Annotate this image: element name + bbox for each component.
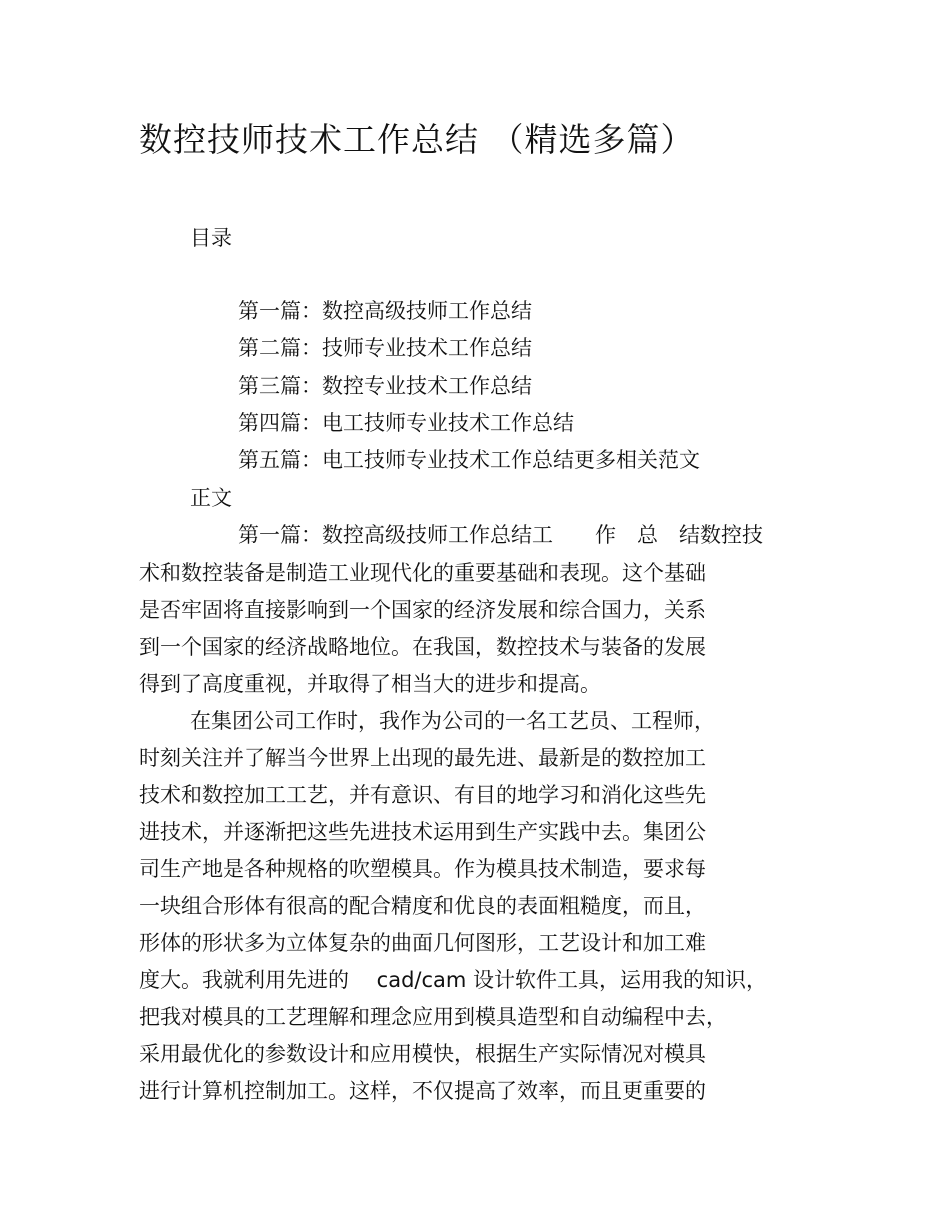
toc-item: 第三篇：数控专业技术工作总结 (238, 374, 532, 398)
paragraph-line: 度大。我就利用先进的 cad/cam 设计软件工具，运用我的知识， (139, 968, 768, 992)
paragraph-line: 技术和数控加工工艺，并有意识、有目的地学习和消化这些先 (139, 783, 706, 807)
paragraph-line: 进行计算机控制加工。这样，不仅提高了效率，而且更重要的 (139, 1079, 706, 1103)
paragraph-line: 到一个国家的经济战略地位。在我国，数控技术与装备的发展 (139, 635, 706, 659)
toc-item: 第二篇：技师专业技术工作总结 (238, 336, 532, 360)
toc-heading: 目录 (190, 226, 232, 250)
body-heading: 正文 (190, 486, 232, 510)
paragraph-line: 是否牢固将直接影响到一个国家的经济发展和综合国力，关系 (139, 598, 706, 622)
paragraph-line: 时刻关注并了解当今世界上出现的最先进、最新是的数控加工 (139, 746, 706, 770)
document-title: 数控技师技术工作总结 （精选多篇） (139, 120, 695, 159)
paragraph-line: 术和数控装备是制造工业现代化的重要基础和表现。这个基础 (139, 561, 706, 585)
toc-item: 第四篇：电工技师专业技术工作总结 (238, 411, 574, 435)
paragraph-line: 形体的形状多为立体复杂的曲面几何图形，工艺设计和加工难 (139, 931, 706, 955)
paragraph-line: 把我对模具的工艺理解和理念应用到模具造型和自动编程中去， (139, 1005, 727, 1029)
toc-item: 第一篇：数控高级技师工作总结 (238, 299, 532, 323)
paragraph-line: 在集团公司工作时，我作为公司的一名工艺员、工程师， (190, 709, 715, 733)
paragraph-line: 得到了高度重视，并取得了相当大的进步和提高。 (139, 672, 601, 696)
paragraph-line: 进技术，并逐渐把这些先进技术运用到生产实践中去。集团公 (139, 820, 706, 844)
paragraph-line: 一块组合形体有很高的配合精度和优良的表面粗糙度，而且， (139, 894, 706, 918)
paragraph-line: 采用最优化的参数设计和应用模快，根据生产实际情况对模具 (139, 1042, 706, 1066)
paragraph-line: 第一篇：数控高级技师工作总结工 作 总 结数控技 (238, 523, 763, 547)
toc-item: 第五篇：电工技师专业技术工作总结更多相关范文 (238, 448, 700, 472)
paragraph-line: 司生产地是各种规格的吹塑模具。作为模具技术制造，要求每 (139, 857, 706, 881)
